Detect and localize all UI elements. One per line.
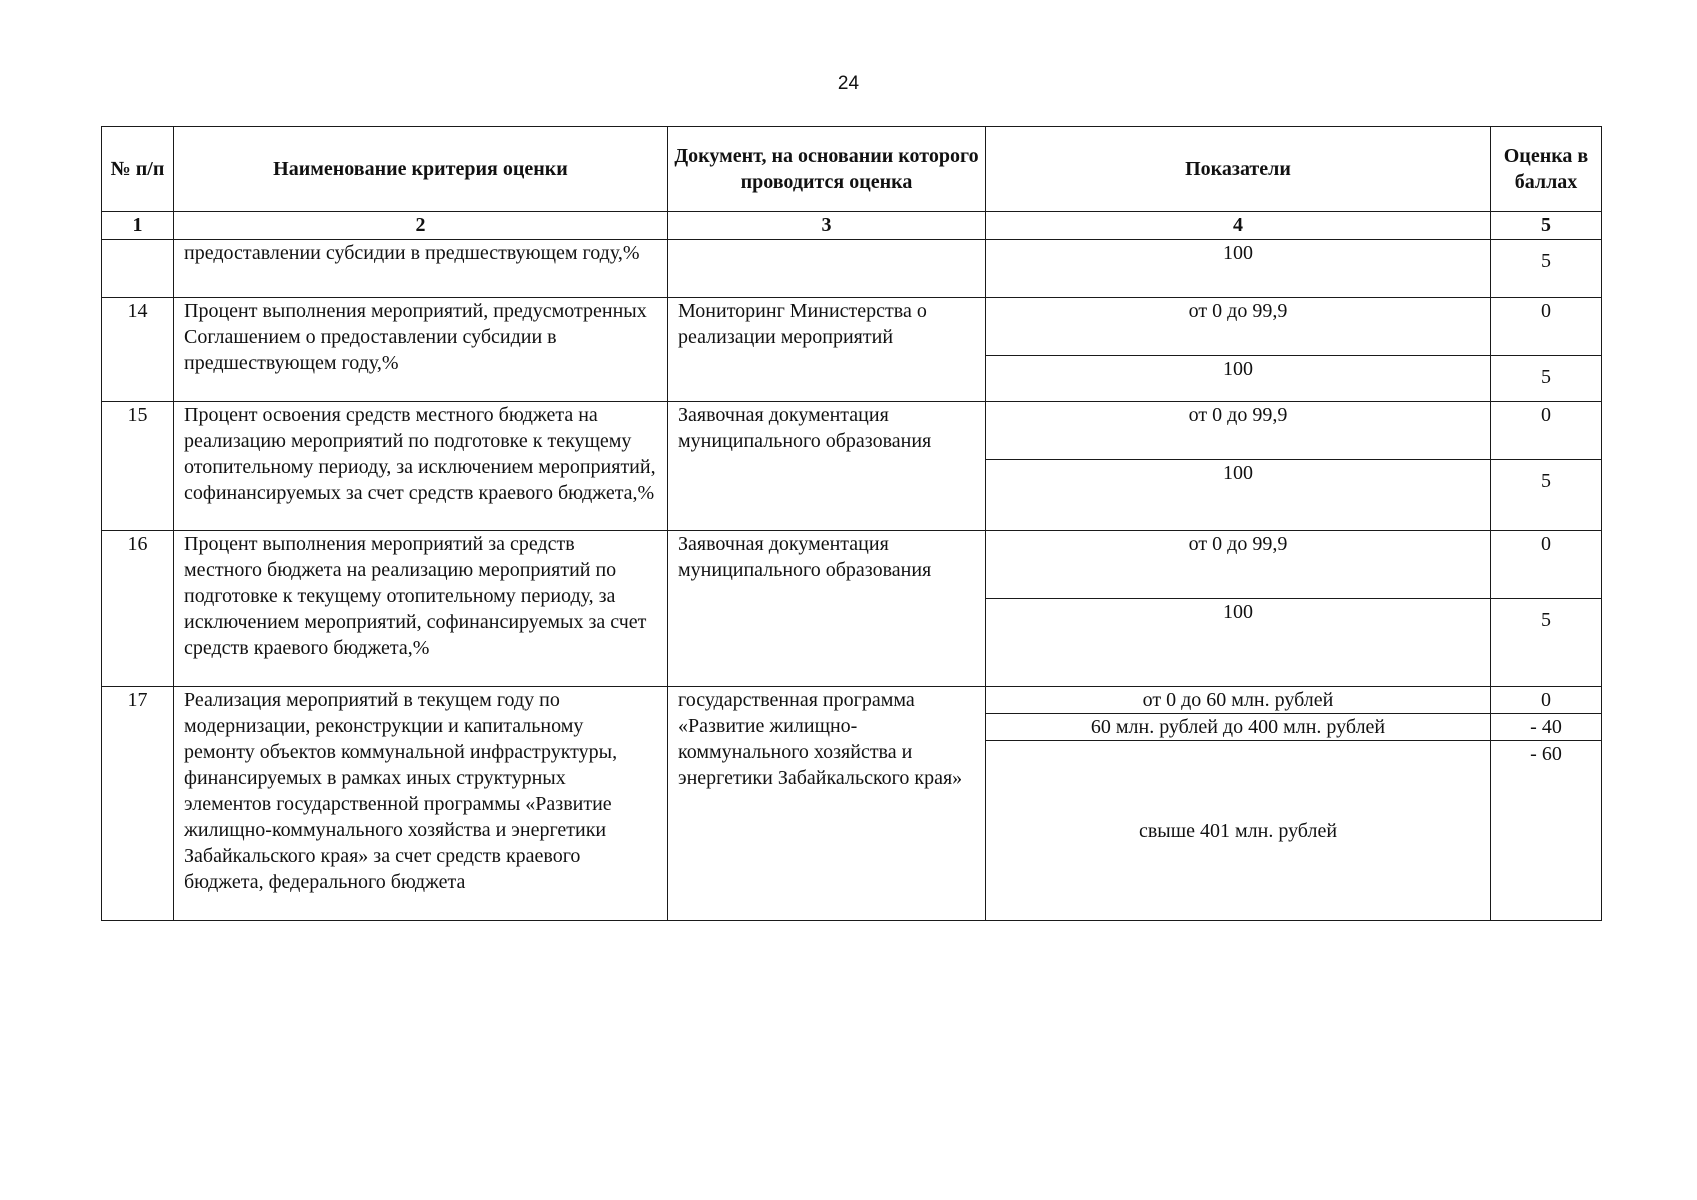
column-number: 4 [986,212,1491,240]
document-cell: государственная программа «Развитие жилищно-коммунального хозяйства и энергетики Забайкальского края» [668,687,986,921]
criterion-cell: предоставлении субсидии в предшествующем году,% [174,240,668,298]
score-cell: 5 [1491,460,1602,531]
score-cell: - 40 [1491,714,1602,741]
column-numbers-row [102,212,1602,240]
table-row [102,531,1602,599]
header-score: Оценка в баллах [1491,127,1602,212]
indicator-cell: 100 [986,356,1491,402]
indicator-cell: свыше 401 млн. рублей [986,741,1491,921]
header-document: Документ, на основании которого проводится оценка [668,127,986,212]
document-cell: Заявочная документация муниципального образования [668,402,986,531]
table-row [102,687,1602,714]
score-cell: 0 [1491,687,1602,714]
document-cell [668,240,986,298]
score-cell: 5 [1491,240,1602,298]
score-cell: 0 [1491,402,1602,460]
indicator-cell: от 0 до 99,9 [986,402,1491,460]
score-cell: 5 [1491,599,1602,687]
criteria-table [101,126,1602,921]
criterion-cell: Реализация мероприятий в текущем году по модернизации, реконструкции и капитальному ремонту объектов коммунальной инфраструктуры, финансируемых в рамках иных структурных элементов государственной программы «Развитие жилищно-коммунального хозяйства и энергетики Забайкальского края» за счет средств краевого бюджета, федерального бюджета [174,687,668,921]
criterion-cell: Процент освоения средств местного бюджета на реализацию мероприятий по подготовке к текущему отопительному периоду, за исключением мероприятий, софинансируемых за счет средств краевого бюджета,% [174,402,668,531]
column-number: 5 [1491,212,1602,240]
indicator-cell: 100 [986,599,1491,687]
document-cell: Мониторинг Министерства о реализации мероприятий [668,298,986,402]
row-number: 15 [102,402,174,531]
column-number: 1 [102,212,174,240]
indicator-cell: 60 млн. рублей до 400 млн. рублей [986,714,1491,741]
score-cell: 5 [1491,356,1602,402]
indicator-cell: 100 [986,240,1491,298]
row-number: 14 [102,298,174,402]
header-criterion: Наименование критерия оценки [174,127,668,212]
indicator-cell: от 0 до 99,9 [986,298,1491,356]
criterion-cell: Процент выполнения мероприятий, предусмотренных Соглашением о предоставлении субсидии в предшествующем году,% [174,298,668,402]
header-indicators: Показатели [986,127,1491,212]
row-number: 16 [102,531,174,687]
column-number: 2 [174,212,668,240]
page-number: 24 [837,73,860,94]
score-cell: 0 [1491,531,1602,599]
criterion-cell: Процент выполнения мероприятий за средств местного бюджета на реализацию мероприятий по подготовке к текущему отопительному периоду, за исключением мероприятий, софинансируемых за счет средств краевого бюджета,% [174,531,668,687]
indicator-cell: 100 [986,460,1491,531]
score-cell: - 60 [1491,741,1602,921]
document-cell: Заявочная документация муниципального образования [668,531,986,687]
table-row [102,402,1602,460]
table-row [102,298,1602,356]
header-row [102,127,1602,212]
row-number: 17 [102,687,174,921]
header-num: № п/п [102,127,174,212]
row-number [102,240,174,298]
column-number: 3 [668,212,986,240]
indicator-cell: от 0 до 60 млн. рублей [986,687,1491,714]
score-cell: 0 [1491,298,1602,356]
indicator-cell: от 0 до 99,9 [986,531,1491,599]
table-row [102,240,1602,298]
